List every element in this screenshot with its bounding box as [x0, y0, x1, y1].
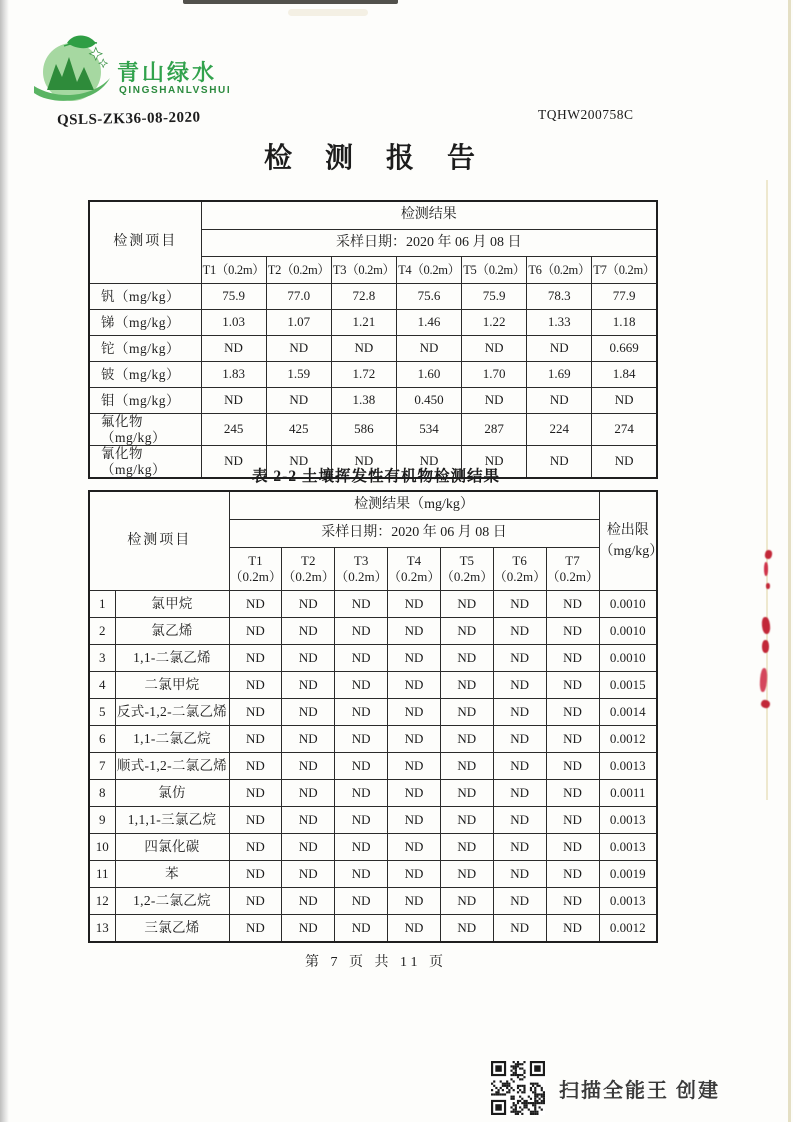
- result-cell: ND: [335, 726, 388, 753]
- result-title-header: 检测结果（mg/kg）: [229, 491, 599, 520]
- item-column-header: 检测项目: [89, 201, 201, 284]
- detection-limit-cell: 0.0010: [599, 645, 657, 672]
- compound-name: 顺式-1,2-二氯乙烯: [115, 753, 229, 780]
- row-number: 7: [89, 753, 115, 780]
- result-cell: 274: [592, 414, 657, 446]
- result-cell: ND: [229, 618, 282, 645]
- result-cell: ND: [388, 699, 441, 726]
- result-cell: 75.9: [462, 284, 527, 310]
- row-number: 4: [89, 672, 115, 699]
- detection-limit-cell: 0.0010: [599, 618, 657, 645]
- table-row: [89, 699, 657, 726]
- result-cell: ND: [282, 807, 335, 834]
- result-cell: ND: [388, 807, 441, 834]
- result-cell: ND: [440, 861, 493, 888]
- result-cell: ND: [546, 753, 599, 780]
- result-cell: ND: [335, 699, 388, 726]
- result-cell: 75.9: [201, 284, 266, 310]
- detection-limit-line1: 检出限: [606, 523, 649, 538]
- result-cell: ND: [282, 861, 335, 888]
- table-row: [89, 618, 657, 645]
- detection-limit-cell: 0.0015: [599, 672, 657, 699]
- result-cell: 1.59: [266, 362, 331, 388]
- row-number: 12: [89, 888, 115, 915]
- result-cell: ND: [493, 861, 546, 888]
- row-number: 10: [89, 834, 115, 861]
- result-cell: ND: [546, 807, 599, 834]
- result-cell: 1.46: [396, 310, 461, 336]
- result-title-header: 检测结果: [201, 201, 657, 230]
- result-cell: 1.60: [396, 362, 461, 388]
- result-cell: ND: [527, 446, 592, 479]
- compound-name: 二氯甲烷: [115, 672, 229, 699]
- result-cell: ND: [440, 780, 493, 807]
- column-header: T2（0.2m）: [266, 257, 331, 284]
- result-cell: ND: [335, 780, 388, 807]
- result-cell: ND: [493, 807, 546, 834]
- result-cell: 1.03: [201, 310, 266, 336]
- result-cell: ND: [388, 861, 441, 888]
- detection-limit-cell: 0.0013: [599, 807, 657, 834]
- result-cell: 534: [396, 414, 461, 446]
- result-cell: ND: [493, 645, 546, 672]
- result-cell: 1.84: [592, 362, 657, 388]
- result-cell: 77.0: [266, 284, 331, 310]
- result-cell: 287: [462, 414, 527, 446]
- result-cell: 1.70: [462, 362, 527, 388]
- result-cell: ND: [331, 336, 396, 362]
- analyte-label: 氰化物（mg/kg）: [89, 446, 201, 479]
- result-cell: ND: [229, 834, 282, 861]
- result-cell: ND: [388, 672, 441, 699]
- row-number: 5: [89, 699, 115, 726]
- result-cell: ND: [266, 446, 331, 479]
- result-cell: ND: [546, 834, 599, 861]
- result-cell: ND: [493, 618, 546, 645]
- result-cell: ND: [266, 336, 331, 362]
- table-row: [89, 726, 657, 753]
- result-cell: ND: [229, 699, 282, 726]
- analyte-label: 钼（mg/kg）: [89, 388, 201, 414]
- result-cell: 224: [527, 414, 592, 446]
- result-cell: ND: [527, 388, 592, 414]
- table-row: [89, 780, 657, 807]
- detection-limit-cell: 0.0013: [599, 888, 657, 915]
- compound-name: 苯: [115, 861, 229, 888]
- analyte-label: 铊（mg/kg）: [89, 336, 201, 362]
- result-cell: ND: [440, 591, 493, 618]
- metals-results-table: [88, 200, 658, 479]
- compound-name: 氯甲烷: [115, 591, 229, 618]
- result-cell: ND: [546, 672, 599, 699]
- result-cell: ND: [546, 780, 599, 807]
- compound-name: 氯乙烯: [115, 618, 229, 645]
- report-title: 检 测 报 告: [263, 143, 488, 174]
- result-cell: ND: [592, 446, 657, 479]
- result-cell: 1.38: [331, 388, 396, 414]
- result-cell: ND: [229, 888, 282, 915]
- row-number: 3: [89, 645, 115, 672]
- result-cell: ND: [546, 699, 599, 726]
- table2-title: 表 2-2 土壤挥发性有机物检测结果: [252, 468, 500, 485]
- company-logo-icon: [34, 32, 118, 106]
- result-cell: ND: [440, 915, 493, 943]
- red-stamp-fragment: [762, 640, 769, 653]
- result-cell: ND: [493, 591, 546, 618]
- result-cell: ND: [440, 618, 493, 645]
- report-number-right: TQHW200758C: [538, 107, 634, 122]
- column-header: T4 （0.2m）: [388, 548, 441, 591]
- table-row: [89, 861, 657, 888]
- result-cell: ND: [440, 699, 493, 726]
- scanner-label: 扫描全能王 创建: [559, 1079, 720, 1102]
- column-header: T7 （0.2m）: [546, 548, 599, 591]
- row-number: 9: [89, 807, 115, 834]
- red-stamp-fragment: [766, 583, 770, 589]
- red-stamp-fragment: [764, 562, 768, 576]
- detection-limit-cell: 0.0013: [599, 753, 657, 780]
- result-cell: ND: [546, 645, 599, 672]
- detection-limit-line2: （mg/kg）: [599, 544, 664, 559]
- result-cell: ND: [229, 780, 282, 807]
- compound-name: 1,1,1-三氯乙烷: [115, 807, 229, 834]
- detection-limit-cell: 0.0010: [599, 591, 657, 618]
- compound-name: 氯仿: [115, 780, 229, 807]
- row-number: 13: [89, 915, 115, 943]
- result-cell: ND: [440, 888, 493, 915]
- result-cell: ND: [201, 336, 266, 362]
- result-cell: ND: [493, 834, 546, 861]
- result-cell: ND: [282, 726, 335, 753]
- result-cell: 77.9: [592, 284, 657, 310]
- result-cell: ND: [546, 726, 599, 753]
- report-number-left: QSLS-ZK36-08-2020: [56, 109, 201, 129]
- result-cell: ND: [335, 807, 388, 834]
- row-number: 2: [89, 618, 115, 645]
- result-cell: ND: [493, 780, 546, 807]
- result-cell: ND: [282, 915, 335, 943]
- table-row: [89, 888, 657, 915]
- analyte-label: 氟化物（mg/kg）: [89, 414, 201, 446]
- result-cell: ND: [388, 645, 441, 672]
- table-header-row: [89, 201, 657, 230]
- result-cell: ND: [282, 672, 335, 699]
- red-stamp-fragment: [760, 699, 771, 710]
- column-header: T1 （0.2m）: [229, 548, 282, 591]
- row-number: 6: [89, 726, 115, 753]
- result-cell: ND: [335, 618, 388, 645]
- row-number: 1: [89, 591, 115, 618]
- column-header: T6（0.2m）: [527, 257, 592, 284]
- result-cell: 1.18: [592, 310, 657, 336]
- detection-limit-cell: 0.0013: [599, 834, 657, 861]
- company-name-cn: 青山绿水: [117, 60, 218, 85]
- column-header: T7（0.2m）: [592, 257, 657, 284]
- result-cell: ND: [546, 861, 599, 888]
- detection-limit-cell: 0.0019: [599, 861, 657, 888]
- result-cell: ND: [493, 915, 546, 943]
- result-cell: ND: [440, 753, 493, 780]
- qr-code-icon: [491, 1061, 545, 1115]
- result-cell: 0.669: [592, 336, 657, 362]
- result-cell: ND: [229, 861, 282, 888]
- result-cell: ND: [592, 388, 657, 414]
- detection-limit-cell: 0.0012: [599, 915, 657, 943]
- result-cell: ND: [335, 861, 388, 888]
- detection-limit-header: [599, 491, 664, 591]
- scanner-watermark: [491, 1061, 720, 1115]
- analyte-label: 钒（mg/kg）: [89, 284, 201, 310]
- result-cell: ND: [388, 591, 441, 618]
- table-row: [89, 310, 657, 336]
- result-cell: ND: [282, 780, 335, 807]
- sample-date-header: 采样日期：2020 年 06 月 08 日: [229, 520, 599, 548]
- column-header: T1（0.2m）: [201, 257, 266, 284]
- result-cell: ND: [396, 446, 461, 479]
- result-cell: ND: [462, 336, 527, 362]
- voc-results-table: [88, 490, 664, 943]
- analyte-label: 锑（mg/kg）: [89, 310, 201, 336]
- result-cell: 0.450: [396, 388, 461, 414]
- result-cell: ND: [527, 336, 592, 362]
- result-cell: ND: [462, 388, 527, 414]
- result-cell: ND: [546, 888, 599, 915]
- result-cell: ND: [266, 388, 331, 414]
- table-row: [89, 591, 657, 618]
- detection-limit-cell: 0.0011: [599, 780, 657, 807]
- result-cell: ND: [282, 618, 335, 645]
- compound-name: 1,2-二氯乙烷: [115, 888, 229, 915]
- table-row: [89, 834, 657, 861]
- detection-limit-cell: 0.0014: [599, 699, 657, 726]
- result-cell: 245: [201, 414, 266, 446]
- result-cell: ND: [396, 336, 461, 362]
- compound-name: 四氯化碳: [115, 834, 229, 861]
- result-cell: ND: [493, 699, 546, 726]
- result-cell: ND: [440, 834, 493, 861]
- red-stamp-fragment: [761, 617, 771, 635]
- table-row: [89, 672, 657, 699]
- table-row: [89, 915, 657, 943]
- voc-table-body: [89, 591, 657, 943]
- result-cell: ND: [335, 753, 388, 780]
- result-cell: ND: [331, 446, 396, 479]
- red-stamp-fragment: [764, 549, 773, 559]
- result-cell: ND: [388, 834, 441, 861]
- result-cell: ND: [388, 726, 441, 753]
- result-cell: ND: [388, 888, 441, 915]
- result-cell: ND: [493, 753, 546, 780]
- result-cell: ND: [282, 699, 335, 726]
- column-header: T3（0.2m）: [331, 257, 396, 284]
- row-number: 8: [89, 780, 115, 807]
- result-cell: ND: [229, 915, 282, 943]
- result-cell: 1.72: [331, 362, 396, 388]
- result-cell: 425: [266, 414, 331, 446]
- column-header: T6 （0.2m）: [493, 548, 546, 591]
- result-cell: ND: [282, 753, 335, 780]
- result-cell: 1.21: [331, 310, 396, 336]
- column-header: T4（0.2m）: [396, 257, 461, 284]
- result-cell: ND: [440, 645, 493, 672]
- compound-name: 反式-1,2-二氯乙烯: [115, 699, 229, 726]
- column-header: T5 （0.2m）: [440, 548, 493, 591]
- page-number: 第 7 页 共 11 页: [305, 955, 447, 970]
- metals-table-body: [89, 284, 657, 479]
- sample-date-header: 采样日期：2020 年 06 月 08 日: [201, 230, 657, 257]
- row-number: 11: [89, 861, 115, 888]
- result-cell: ND: [229, 753, 282, 780]
- result-cell: ND: [335, 915, 388, 943]
- result-cell: ND: [493, 726, 546, 753]
- compound-name: 三氯乙烯: [115, 915, 229, 943]
- table-row: [89, 645, 657, 672]
- result-cell: 1.07: [266, 310, 331, 336]
- result-cell: 1.69: [527, 362, 592, 388]
- table-header-row: [89, 491, 657, 520]
- result-cell: ND: [462, 446, 527, 479]
- table-row: [89, 388, 657, 414]
- result-cell: ND: [388, 915, 441, 943]
- result-cell: ND: [282, 888, 335, 915]
- result-cell: ND: [335, 591, 388, 618]
- result-cell: ND: [546, 591, 599, 618]
- table-row: [89, 807, 657, 834]
- result-cell: ND: [229, 726, 282, 753]
- compound-name: 1,1-二氯乙烷: [115, 726, 229, 753]
- company-name-en: QINGSHANLVSHUI: [119, 85, 232, 96]
- result-cell: ND: [440, 672, 493, 699]
- column-header: T3 （0.2m）: [335, 548, 388, 591]
- detection-limit-cell: 0.0012: [599, 726, 657, 753]
- table-row: [89, 414, 657, 446]
- result-cell: 72.8: [331, 284, 396, 310]
- analyte-label: 铍（mg/kg）: [89, 362, 201, 388]
- table-row: [89, 362, 657, 388]
- result-cell: 1.83: [201, 362, 266, 388]
- result-cell: ND: [335, 645, 388, 672]
- result-cell: ND: [229, 645, 282, 672]
- column-header: T2 （0.2m）: [282, 548, 335, 591]
- result-cell: ND: [388, 618, 441, 645]
- result-cell: 1.33: [527, 310, 592, 336]
- scan-artifact-right-edge: [788, 0, 791, 1122]
- result-cell: ND: [229, 807, 282, 834]
- table-row: [89, 336, 657, 362]
- compound-name: 1,1-二氯乙烯: [115, 645, 229, 672]
- scan-artifact-top-strip: [183, 0, 398, 4]
- result-cell: ND: [440, 807, 493, 834]
- result-cell: ND: [229, 591, 282, 618]
- result-cell: ND: [282, 645, 335, 672]
- result-cell: ND: [546, 618, 599, 645]
- result-cell: ND: [335, 672, 388, 699]
- result-cell: ND: [282, 591, 335, 618]
- result-cell: ND: [388, 753, 441, 780]
- result-cell: ND: [229, 672, 282, 699]
- result-cell: ND: [282, 834, 335, 861]
- result-cell: ND: [201, 388, 266, 414]
- result-cell: ND: [201, 446, 266, 479]
- table-row: [89, 753, 657, 780]
- column-header: T5（0.2m）: [462, 257, 527, 284]
- result-cell: 78.3: [527, 284, 592, 310]
- result-cell: ND: [335, 834, 388, 861]
- result-cell: 75.6: [396, 284, 461, 310]
- result-cell: 1.22: [462, 310, 527, 336]
- result-cell: ND: [493, 888, 546, 915]
- result-cell: ND: [388, 780, 441, 807]
- result-cell: ND: [335, 888, 388, 915]
- table-row: [89, 284, 657, 310]
- item-column-header: 检测项目: [89, 491, 229, 591]
- result-cell: ND: [440, 726, 493, 753]
- result-cell: ND: [493, 672, 546, 699]
- result-cell: 586: [331, 414, 396, 446]
- scan-artifact-smudge: [288, 9, 368, 16]
- result-cell: ND: [546, 915, 599, 943]
